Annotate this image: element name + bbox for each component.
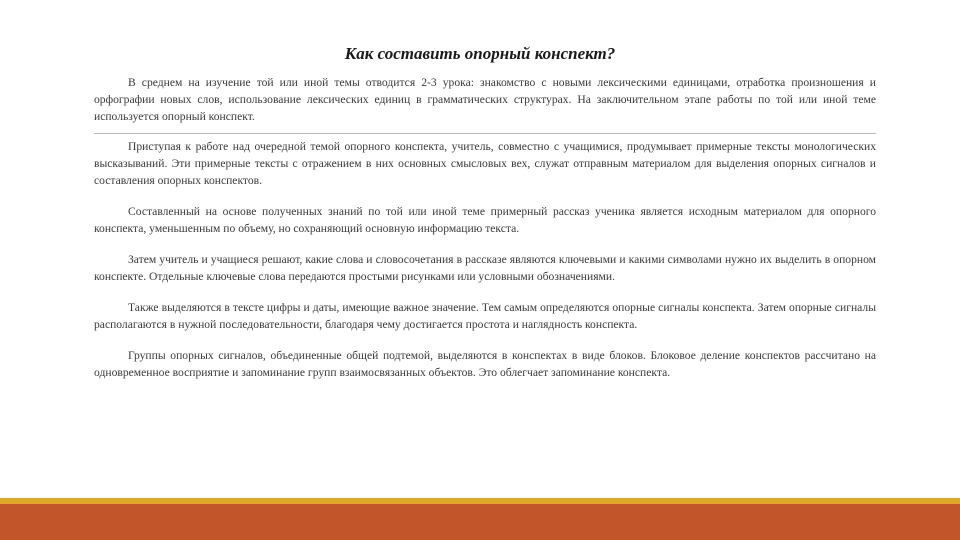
paragraph-1: В среднем на изучение той или иной темы отводится 2-3 урока: знакомство с новыми лексическими единицами, отработка произношения и орфографии новых слов, использование лексических единиц в грамматических структурах. На заключительном этапе работы по той или иной теме используется опорный конспект. [94,76,876,123]
body-text [94,74,876,381]
paragraph-5: Также выделяются в тексте цифры и даты, имеющие важное значение. Тем самым определяются опорные сигналы конспекта. Затем опорные сигналы располагаются в нужной последовательности, благодаря чему достигается простота и наглядность конспекта. [94,301,876,331]
paragraph-4: Затем учитель и учащиеся решают, какие слова и словосочетания в рассказе являются ключевыми и какими символами нужно их выделить в опорном конспекте. Отдельные ключевые слова передаются простыми рисунками или условными обозначениями. [94,253,876,283]
paragraph-2: Приступая к работе над очередной темой опорного конспекта, учитель, совместно с учащимися, продумывает примерные тексты монологических высказываний. Эти примерные тексты с отражением в них основных смысловых вех, служат отправным материалом для выделения опорных сигналов и составления опорных конспектов. [94,140,876,187]
page-title: Как составить опорный конспект? [344,44,616,63]
divider [94,133,876,134]
paragraph-3: Составленный на основе полученных знаний по той или иной теме примерный рассказ ученика является исходным материалом для опорного конспекта, уменьшенным по объему, но сохраняющий основную информацию текста. [94,205,876,235]
footer-bar [0,504,960,540]
paragraph-6: Группы опорных сигналов, объединенные общей подтемой, выделяются в конспектах в виде блоков. Блоковое деление конспектов рассчитано на одновременное восприятие и запоминание групп взаимосвязанных объектов. Это облегчает запоминание конспекта. [94,349,876,379]
